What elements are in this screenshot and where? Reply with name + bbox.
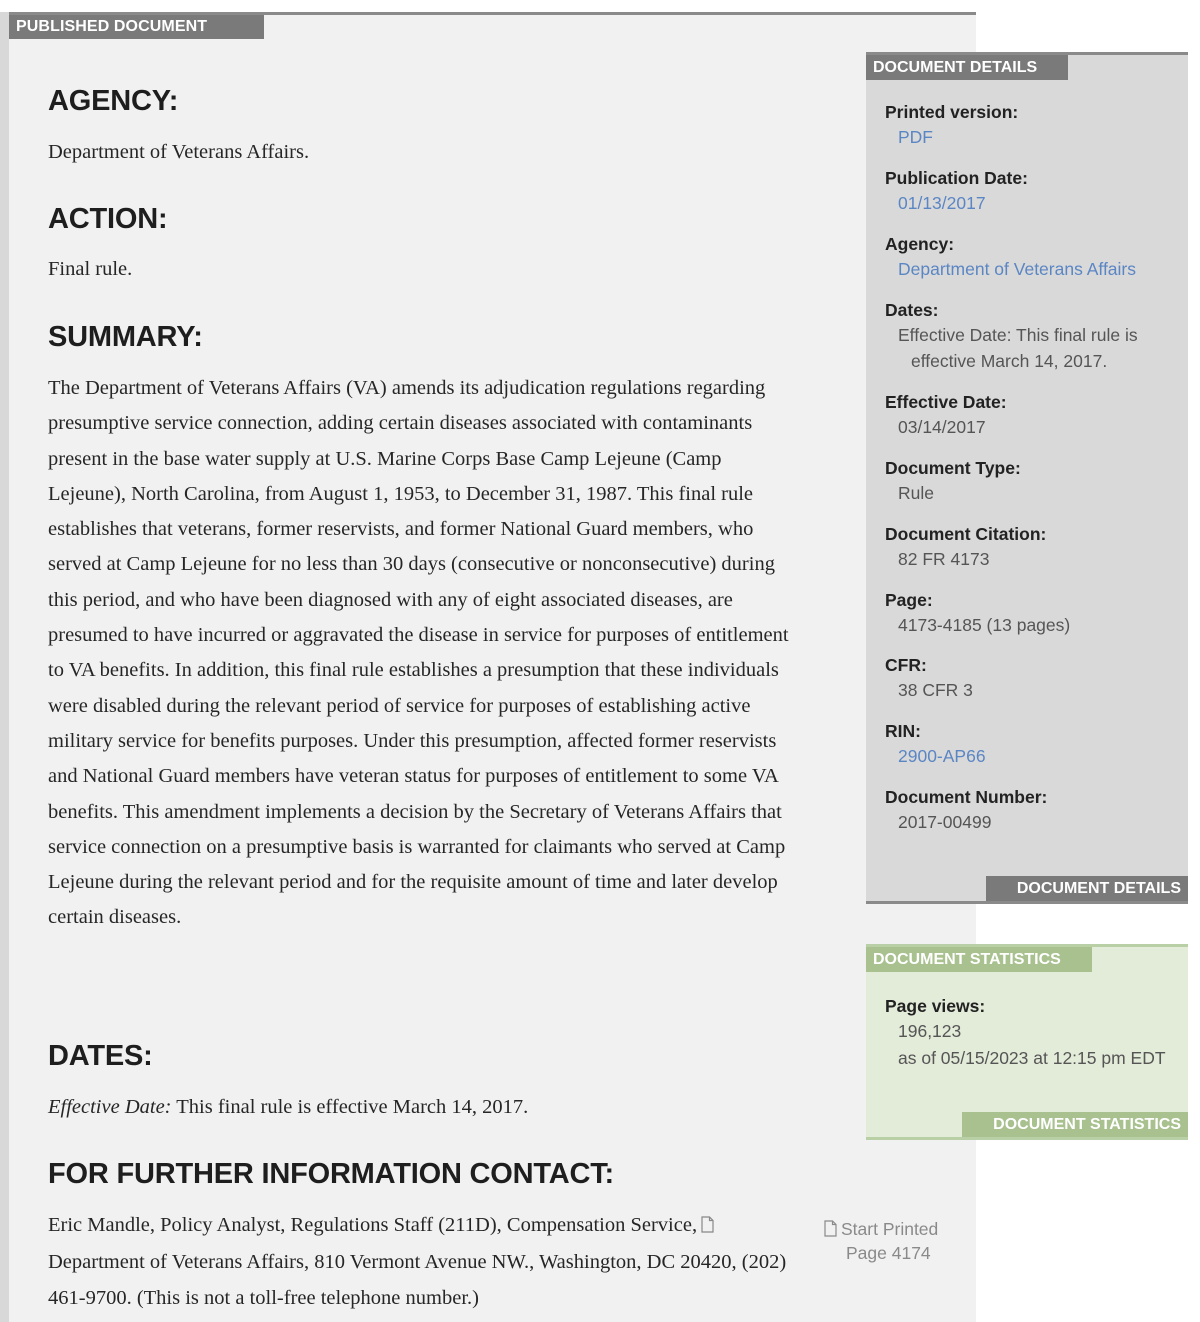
effective-date-value: 03/14/2017 [898, 417, 986, 437]
document-details-footer: DOCUMENT DETAILS [986, 876, 1188, 901]
dates-text [48, 1090, 528, 1125]
document-number-value: 2017-00499 [898, 812, 992, 832]
detail-effective-date [885, 390, 1175, 440]
detail-citation [885, 522, 1175, 572]
detail-label: Effective Date: [885, 392, 1007, 412]
detail-label: Page: [885, 590, 933, 610]
page-views-as-of: as of 05/15/2023 at 12:15 pm EDT [898, 1048, 1166, 1068]
page-icon [824, 1220, 837, 1242]
cfr-value: 38 CFR 3 [898, 680, 973, 700]
summary-heading: SUMMARY: [48, 321, 203, 353]
page-views-label: Page views: [885, 996, 986, 1016]
document-statistics-panel [866, 944, 1188, 1140]
detail-label: Document Type: [885, 458, 1021, 478]
pdf-link[interactable]: PDF [898, 127, 933, 147]
detail-page [885, 588, 1175, 638]
dates-value-line2: effective March 14, 2017. [911, 351, 1108, 371]
agency-link[interactable]: Department of Veterans Affairs [898, 259, 1137, 279]
page-views [885, 994, 1185, 1072]
detail-label: Printed version: [885, 102, 1019, 122]
detail-rin [885, 719, 1175, 769]
start-printed-line2: Page 4174 [846, 1243, 931, 1263]
agency-heading: AGENCY: [48, 85, 179, 117]
publication-date-link[interactable]: 01/13/2017 [898, 193, 986, 213]
detail-agency [885, 232, 1175, 282]
document-details-panel [866, 52, 1188, 904]
detail-label: Dates: [885, 300, 939, 320]
detail-cfr [885, 653, 1175, 703]
action-heading: ACTION: [48, 203, 168, 235]
document-statistics-footer: DOCUMENT STATISTICS [962, 1112, 1188, 1137]
document-details-tab: DOCUMENT DETAILS [866, 55, 1068, 80]
dates-value-line1: Effective Date: This final rule is [898, 325, 1138, 345]
dates-value [885, 322, 1175, 374]
start-printed-line1: Start Printed [841, 1219, 939, 1239]
detail-document-number [885, 785, 1175, 835]
detail-label: Document Citation: [885, 524, 1047, 544]
citation-value: 82 FR 4173 [898, 549, 990, 569]
agency-text: Department of Veterans Affairs. [48, 141, 310, 163]
page-icon[interactable] [701, 1210, 714, 1245]
contact-text-part2: Department of Veterans Affairs, 810 Vermont Avenue NW., Washington, DC 20420, (202) 461-9700. (This is not a toll-free telephone number.) [48, 1251, 787, 1309]
detail-publication-date [885, 166, 1175, 216]
detail-dates [885, 298, 1175, 374]
page-value: 4173-4185 (13 pages) [898, 615, 1071, 635]
detail-label: RIN: [885, 721, 921, 741]
contact-heading: FOR FURTHER INFORMATION CONTACT: [48, 1158, 615, 1190]
start-printed-page-marker[interactable] [824, 1218, 954, 1264]
page-views-value: 196,123 [898, 1021, 962, 1041]
rin-link[interactable]: 2900-AP66 [898, 746, 986, 766]
published-document-tab: PUBLISHED DOCUMENT [9, 15, 264, 39]
contact-text [48, 1208, 793, 1316]
detail-label: Document Number: [885, 787, 1048, 807]
dates-heading: DATES: [48, 1040, 153, 1072]
detail-printed-version [885, 100, 1175, 150]
document-type-value: Rule [898, 483, 934, 503]
detail-document-type [885, 456, 1175, 506]
effective-date-label: Effective Date: [48, 1096, 172, 1118]
contact-text-part1: Eric Mandle, Policy Analyst, Regulations Staff (211D), Compensation Service, [48, 1214, 698, 1236]
detail-label: CFR: [885, 655, 927, 675]
document-statistics-tab: DOCUMENT STATISTICS [866, 947, 1092, 972]
detail-label: Publication Date: [885, 168, 1028, 188]
action-text: Final rule. [48, 258, 133, 280]
left-rule [0, 12, 9, 1322]
effective-date-text: This final rule is effective March 14, 2017. [171, 1096, 529, 1118]
summary-text: The Department of Veterans Affairs (VA) amends its adjudication regulations regarding presumptive service connection, adding certain diseases associated with contaminants present in the base water supply at U.S. Marine Corps Base Camp Lejeune (Camp Lejeune), North Carolina, from August 1, 1953, to December 31, 1987. This final rule establishes that veterans, former reservists, and former National Guard members, who served at Camp Lejeune for no less than 30 days (consecutive or nonconsecutive) during this period, and who have been diagnosed with any of eight associated diseases, are presumed to have incurred or aggravated the disease in service for purposes of entitlement to VA benefits. In addition, this final rule establishes a presumption that these individuals were disabled during the relevant period of service for purposes of establishing active military service for benefits purposes. Under this presumption, affected former reservists and National Guard members have veteran status for purposes of entitlement to some VA benefits. This amendment implements a decision by the Secretary of Veterans Affairs that service connection on a presumptive basis is warranted for claimants who served at Camp Lejeune during the relevant period and for the requisite amount of time and later develop certain diseases. [48, 377, 789, 929]
detail-label: Agency: [885, 234, 955, 254]
